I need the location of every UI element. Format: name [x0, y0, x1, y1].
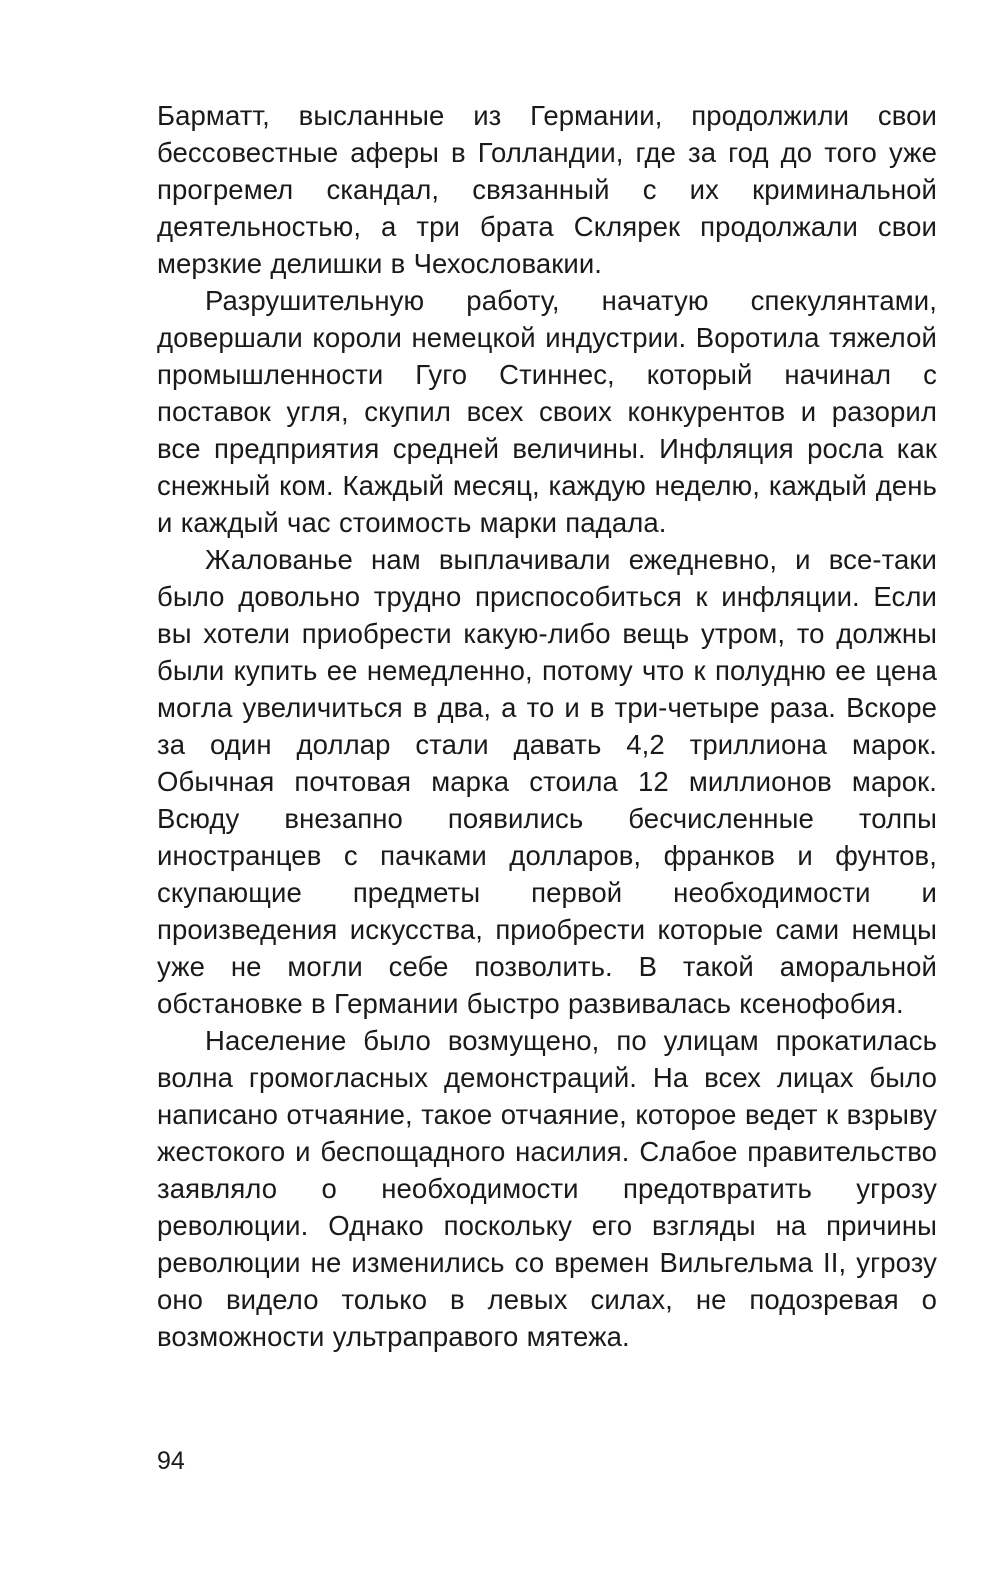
page-body — [157, 97, 937, 1355]
paragraph-3: Жалованье нам выплачивали ежедневно, и все-таки было довольно трудно приспособиться к инфляции. Если вы хотели приобрести какую-либо вещь утром, то должны были купить ее немедленно, потому что к полудню ее цена могла увеличиться в два, а то и в три-четыре раза. Вскоре за один доллар стали давать 4,2 триллиона марок. Обычная почтовая марка стоила 12 миллионов марок. Всюду внезапно появились бесчисленные толпы иностранцев с пачками долларов, франков и фунтов, скупающие предметы первой необходимости и произведения искусства, приобрести которые сами немцы уже не могли себе позволить. В такой аморальной обстановке в Германии быстро развивалась ксенофобия. — [157, 544, 937, 1019]
paragraph-2: Разрушительную работу, начатую спекулянтами, довершали короли немецкой индустрии. Воротила тяжелой промышленности Гуго Стиннес, который начинал с поставок угля, скупил всех своих конкурентов и разорил все предприятия средней величины. Инфляция росла как снежный ком. Каждый месяц, каждую неделю, каждый день и каждый час стоимость марки падала. — [157, 285, 937, 538]
paragraph-4: Население было возмущено, по улицам прокатилась волна громогласных демонстраций. На всех лицах было написано отчаяние, такое отчаяние, которое ведет к взрыву жестокого и беспощадного насилия. Слабое правительство заявляло о необходимости предотвратить угрозу революции. Однако поскольку его взгляды на причины революции не изменились со времен Вильгельма II, угрозу оно видело только в левых силах, не подозревая о возможности ультраправого мятежа. — [157, 1025, 937, 1352]
page-number: 94 — [157, 1447, 185, 1475]
paragraph-1: Барматт, высланные из Германии, продолжили свои бессовестные аферы в Голландии, где за год до того уже прогремел скандал, связанный с их криминальной деятельностью, а три брата Склярек продолжали свои мерзкие делишки в Чехословакии. — [157, 100, 937, 279]
